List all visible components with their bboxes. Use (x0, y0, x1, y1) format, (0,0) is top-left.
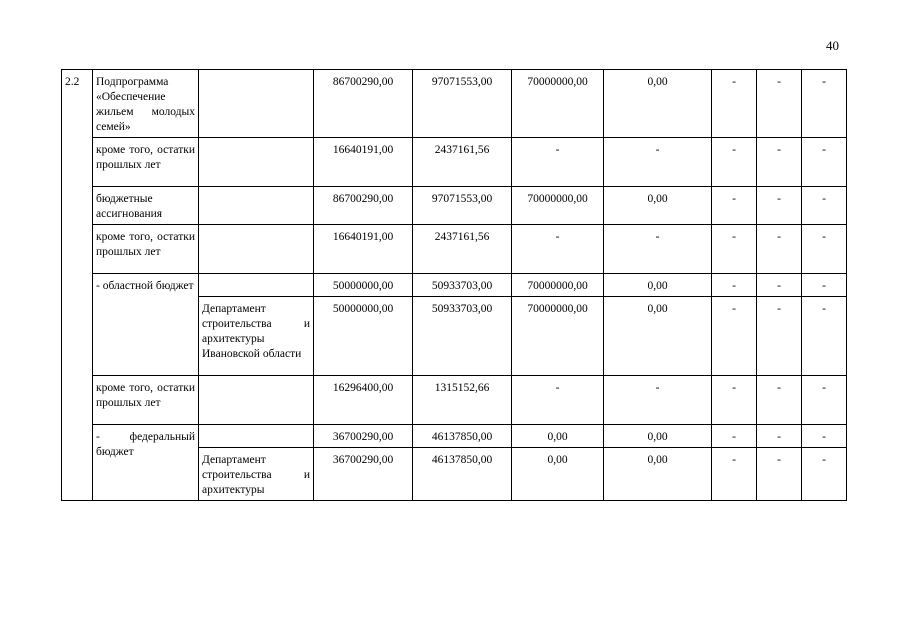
value-cell: 0,00 (604, 274, 712, 297)
row-name: - областной бюджет (93, 274, 199, 376)
value-cell: 0,00 (604, 70, 712, 138)
table-row (62, 70, 847, 138)
value-cell: - (757, 225, 802, 274)
value-cell: 86700290,00 (314, 70, 413, 138)
value-cell: - (757, 138, 802, 187)
value-cell: - (802, 274, 847, 297)
row-executor (199, 138, 314, 187)
value-cell: - (802, 225, 847, 274)
row-name: бюджетные ассигнования (93, 187, 199, 225)
value-cell: 36700290,00 (314, 425, 413, 448)
row-name: кроме того, остатки прошлых лет (93, 225, 199, 274)
value-cell: - (757, 274, 802, 297)
table-row (62, 425, 847, 448)
value-cell: 50933703,00 (413, 297, 512, 376)
value-cell: - (802, 70, 847, 138)
value-cell: - (712, 376, 757, 425)
value-cell: 46137850,00 (413, 448, 512, 501)
row-executor (199, 425, 314, 448)
value-cell: 50000000,00 (314, 297, 413, 376)
row-executor (199, 70, 314, 138)
value-cell: - (757, 70, 802, 138)
value-cell: - (802, 138, 847, 187)
table-row (62, 225, 847, 274)
value-cell: - (802, 376, 847, 425)
value-cell: 2437161,56 (413, 225, 512, 274)
value-cell: 70000000,00 (512, 274, 604, 297)
value-cell: 50933703,00 (413, 274, 512, 297)
value-cell: 16640191,00 (314, 225, 413, 274)
value-cell: - (757, 425, 802, 448)
row-code: 2.2 (62, 70, 93, 501)
value-cell: - (712, 274, 757, 297)
value-cell: - (712, 225, 757, 274)
value-cell: - (757, 376, 802, 425)
value-cell: - (512, 138, 604, 187)
value-cell: - (604, 376, 712, 425)
row-name: кроме того, остатки прошлых лет (93, 138, 199, 187)
value-cell: 0,00 (512, 448, 604, 501)
value-cell: - (604, 138, 712, 187)
table-row (62, 376, 847, 425)
value-cell: 50000000,00 (314, 274, 413, 297)
value-cell: - (712, 70, 757, 138)
value-cell: 70000000,00 (512, 187, 604, 225)
value-cell: 16296400,00 (314, 376, 413, 425)
row-name: Подпрограмма «Обеспечение жильем молодых семей» (93, 70, 199, 138)
value-cell: 0,00 (512, 425, 604, 448)
row-name: - федеральный бюджет (93, 425, 199, 501)
row-executor: Департамент строительства и архитектуры (199, 448, 314, 501)
value-cell: 1315152,66 (413, 376, 512, 425)
value-cell: 97071553,00 (413, 187, 512, 225)
value-cell: - (712, 138, 757, 187)
value-cell: - (802, 425, 847, 448)
value-cell: 0,00 (604, 448, 712, 501)
value-cell: 70000000,00 (512, 297, 604, 376)
row-executor: Департамент строительства и архитектуры Ивановской области (199, 297, 314, 376)
value-cell: 16640191,00 (314, 138, 413, 187)
value-cell: 70000000,00 (512, 70, 604, 138)
value-cell: - (757, 297, 802, 376)
value-cell: 0,00 (604, 425, 712, 448)
table-row (62, 187, 847, 225)
value-cell: 97071553,00 (413, 70, 512, 138)
value-cell: - (712, 187, 757, 225)
value-cell: 0,00 (604, 297, 712, 376)
row-executor (199, 274, 314, 297)
value-cell: - (712, 297, 757, 376)
table-row (62, 138, 847, 187)
value-cell: - (512, 225, 604, 274)
row-name: кроме того, остатки прошлых лет (93, 376, 199, 425)
row-executor (199, 187, 314, 225)
value-cell: - (757, 187, 802, 225)
value-cell: 36700290,00 (314, 448, 413, 501)
value-cell: - (802, 297, 847, 376)
value-cell: 46137850,00 (413, 425, 512, 448)
table-row (62, 274, 847, 297)
row-executor (199, 225, 314, 274)
value-cell: - (712, 448, 757, 501)
value-cell: - (802, 448, 847, 501)
value-cell: - (757, 448, 802, 501)
value-cell: - (512, 376, 604, 425)
value-cell: - (712, 425, 757, 448)
value-cell: 0,00 (604, 187, 712, 225)
value-cell: 2437161,56 (413, 138, 512, 187)
row-executor (199, 376, 314, 425)
value-cell: - (604, 225, 712, 274)
value-cell: 86700290,00 (314, 187, 413, 225)
budget-table (61, 69, 847, 501)
page-number: 40 (826, 38, 839, 53)
value-cell: - (802, 187, 847, 225)
